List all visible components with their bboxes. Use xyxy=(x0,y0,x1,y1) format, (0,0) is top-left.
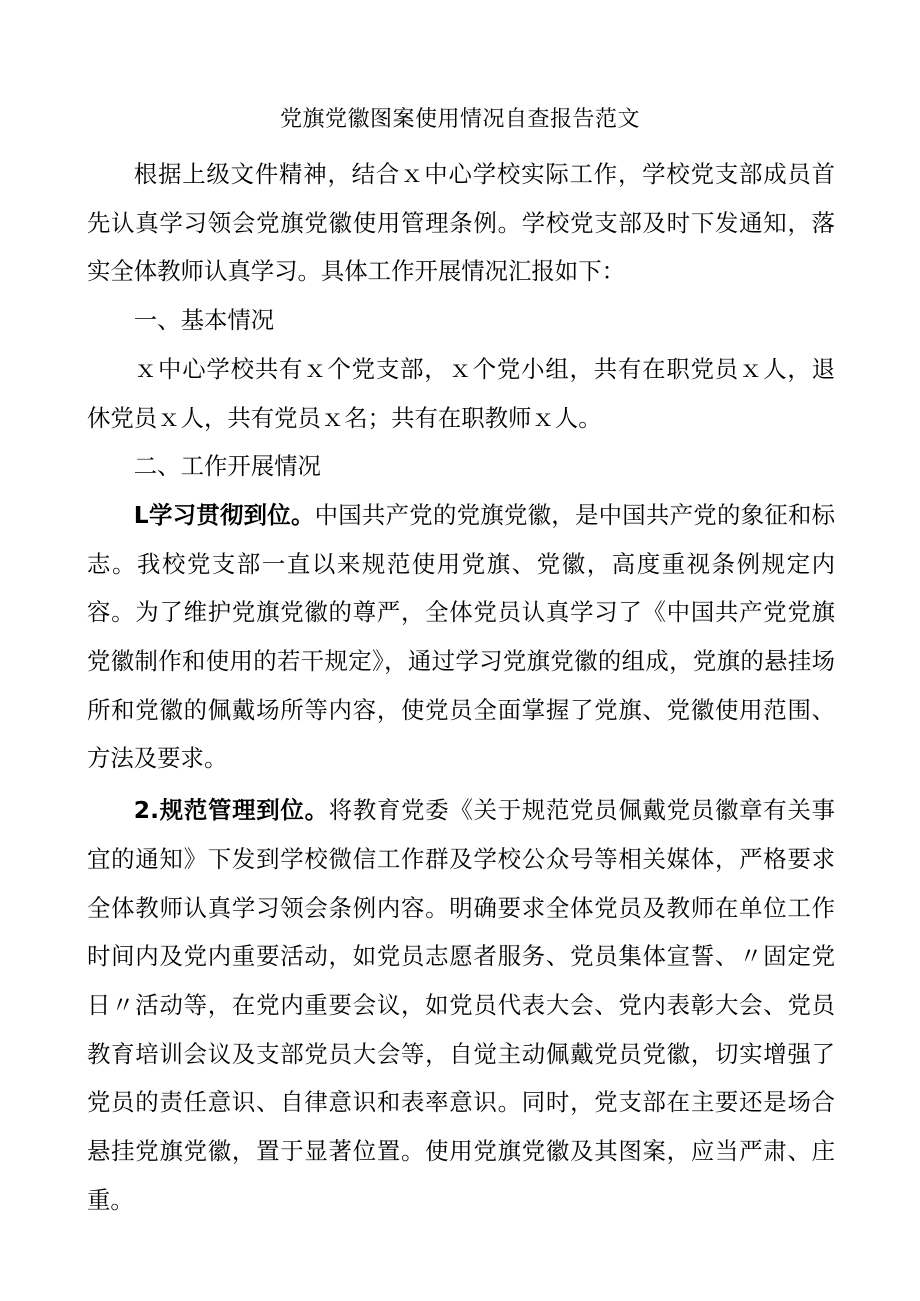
section-heading-work: 二、工作开展情况 xyxy=(133,452,321,481)
document-body xyxy=(87,150,835,1224)
item-1-lead: L学习贯彻到位。 xyxy=(133,500,315,529)
section-heading-basic: 一、基本情况 xyxy=(133,306,275,335)
item-1-paragraph xyxy=(87,491,835,783)
item-2-text: 将教育党委《关于规范党员佩戴党员徽章有关事宜的通知》下发到学校微信工作群及学校公众号等相关媒体，严格要求全体教师认真学习领会条例内容。明确要求全体党员及教师在单位工作时间内及党内重要活动，如党员志愿者服务、党员集体宣誓、〃固定党日〃活动等，在党内重要会议，如党员代表大会、党内表彰大会、党员教育培训会议及支部党员大会等，自觉主动佩戴党员党徽，切实增强了党员的责任意识、自律意识和表率意识。同时，党支部在主要还是场合悬挂党旗党徽，置于显著位置。使用党旗党徽及其图案，应当严肃、庄重。 xyxy=(87,796,835,1214)
item-2-paragraph xyxy=(87,786,835,1224)
intro-paragraph: 根据上级文件精神，结合ｘ中心学校实际工作，学校党支部成员首先认真学习领会党旗党徽使用管理条例。学校党支部及时下发通知，落实全体教师认真学习。具体工作开展情况汇报如下： xyxy=(87,160,835,286)
basic-info-paragraph: ｘ中心学校共有ｘ个党支部，ｘ个党小组，共有在职党员ｘ人，退休党员ｘ人，共有党员ｘ名；共有在职教师ｘ人。 xyxy=(87,354,835,432)
item-1-text: 中国共产党的党旗党徽，是中国共产党的象征和标志。我校党支部一直以来规范使用党旗、党徽，高度重视条例规定内容。为了维护党旗党徽的尊严，全体党员认真学习了《中国共产党党旗党徽制作和使用的若干规定》，通过学习党旗党徽的组成，党旗的悬挂场所和党徽的佩戴场所等内容，使党员全面掌握了党旗、党徽使用范围、方法及要求。 xyxy=(87,500,836,773)
document-title: 党旗党徽图案使用情况自查报告范文 xyxy=(279,107,640,132)
item-2-lead: 2.规范管理到位。 xyxy=(133,796,329,825)
